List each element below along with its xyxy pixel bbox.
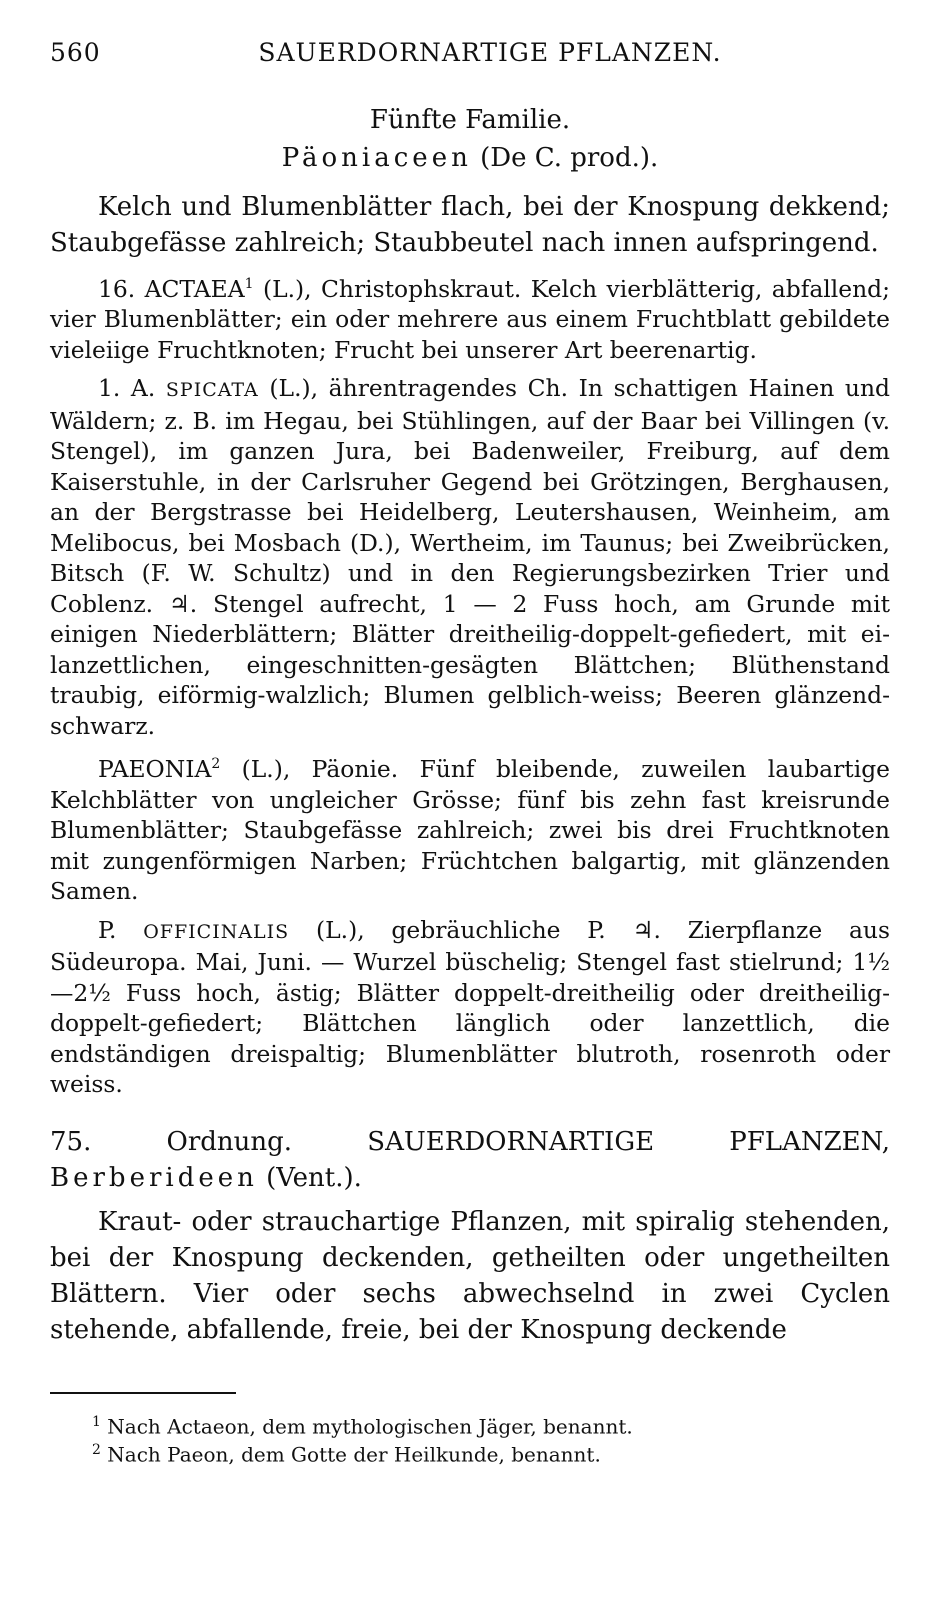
order-lead: 75. Ordnung. [50, 1126, 293, 1157]
species-paeonia-author: (L.), gebräuchliche P. ♃. [315, 915, 661, 944]
page-number: 560 [50, 38, 101, 67]
species-paeonia-officinalis [50, 915, 890, 1100]
species-actaea-author: (L.), ährentragendes Ch. [269, 374, 569, 403]
footnote-text-1: Nach Actaeon, dem mythologischen Jäger, benannt. [107, 1414, 633, 1439]
species-paeonia-name: OFFICINALIS [143, 920, 290, 943]
species-actaea-text: In schattigen Hainen und Wäldern; z. B. im Hegau, bei Stühlingen, auf der Baar bei Villingen (v. Stengel), im ganzen Jura, bei Badenweiler, Freiburg, auf dem Kaiserstuhle, in der Carlsruher Gegend bei Grötzingen, Berghausen, an der Bergstrasse bei Heidelberg, Leutershausen, Weinheim, am Melibocus, bei Mosbach (D.), Wertheim, im Taunus; bei Zweibrücken, Bitsch (F. W. Schultz) und in den Regierungsbezirken Trier und Coblenz. ♃. Stengel aufrecht, 1 — 2 Fuss hoch, am Grunde mit einigen Niederblättern; Blätter dreitheilig-doppelt-gefiedert, mit ei-lanzettlichen, eingeschnitten-gesägten Blättchen; Blüthenstand traubig, eiförmig-walzlich; Blumen gelblich-weiss; Beeren glänzend-schwarz. [50, 374, 890, 740]
order-description: Kraut- oder strauchartige Pflanzen, mit spiralig stehenden, bei der Knospung deckenden, getheilten oder ungetheilten Blättern. Vier oder sechs abwechselnd in zwei Cyclen stehende, abfallende, freie, bei der Knospung deckende [50, 1206, 890, 1345]
genus-actaea-author: (L.), Christophskraut. [262, 274, 522, 303]
genus-actaea-name: 16. ACTAEA [98, 274, 245, 303]
family-heading [50, 139, 890, 177]
genus-paeonia-author: (L.), Päonie. [241, 755, 399, 784]
order-author: (Vent.). [266, 1162, 362, 1193]
family-label: Fünfte Familie. [369, 105, 571, 135]
order-heading [50, 1124, 890, 1196]
order-alt-name: Berberideen [50, 1162, 258, 1193]
genus-actaea [50, 269, 890, 365]
genus-paeonia-text: Fünf bleibende, zuweilen laubartige Kelchblätter von ungleicher Grösse; fünf bis zehn fast kreisrunde Blumenblätter; Staubgefässe zahlreich; zwei bis drei Fruchtknoten mit zungenförmigen Narben; Früchtchen balgartig, mit glänzenden Samen. [50, 755, 891, 906]
footnote-mark-1: 1 [92, 1413, 101, 1430]
footnote-2 [50, 1438, 890, 1467]
footnote-1 [50, 1410, 890, 1439]
footnote-ref-2: 2 [211, 756, 221, 773]
species-paeonia-text: Zierpflanze aus Südeuropa. Mai, Juni. — Wurzel büschelig; Stengel fast stielrund; 1½—2½ Fuss hoch, ästig; Blätter doppelt-dreitheilig oder dreitheilig-doppelt-gefiedert; Blättchen länglich oder lanzettlich, die endständigen dreispaltig; Blumenblätter blutroth, rosenroth oder weiss. [50, 915, 890, 1099]
species-paeonia-lead: P. [98, 915, 117, 944]
genus-actaea-text: Kelch vierblätterig, abfallend; vier Blumenblätter; ein oder mehrere aus einem Fruchtblatt gebildete vieleiige Fruchtknoten; Frucht bei unserer Art beerenartig. [50, 274, 891, 364]
family-description: Kelch und Blumenblätter flach, bei der Knospung dekkend; Staubgefässe zahlreich; Staubbeutel nach innen aufspringend. [50, 192, 890, 258]
footnote-mark-2: 2 [92, 1442, 101, 1459]
species-actaea-lead: 1. A. [98, 374, 156, 403]
species-actaea-name: SPICATA [165, 379, 259, 402]
family-author: (De C. prod.). [480, 143, 659, 173]
family-name: Päoniaceen [281, 143, 472, 173]
footnote-rule [50, 1392, 236, 1394]
running-title: SAUERDORNARTIGE PFLANZEN. [258, 38, 722, 67]
footnote-ref-1: 1 [244, 276, 254, 292]
genus-paeonia-name: PAEONIA [98, 755, 212, 784]
order-name: SAUERDORNARTIGE PFLANZEN, [367, 1126, 890, 1157]
footnote-text-2: Nach Paeon, dem Gotte der Heilkunde, benannt. [107, 1442, 601, 1467]
species-actaea-spicata [50, 373, 890, 741]
running-head [50, 38, 890, 67]
genus-paeonia [50, 749, 890, 906]
